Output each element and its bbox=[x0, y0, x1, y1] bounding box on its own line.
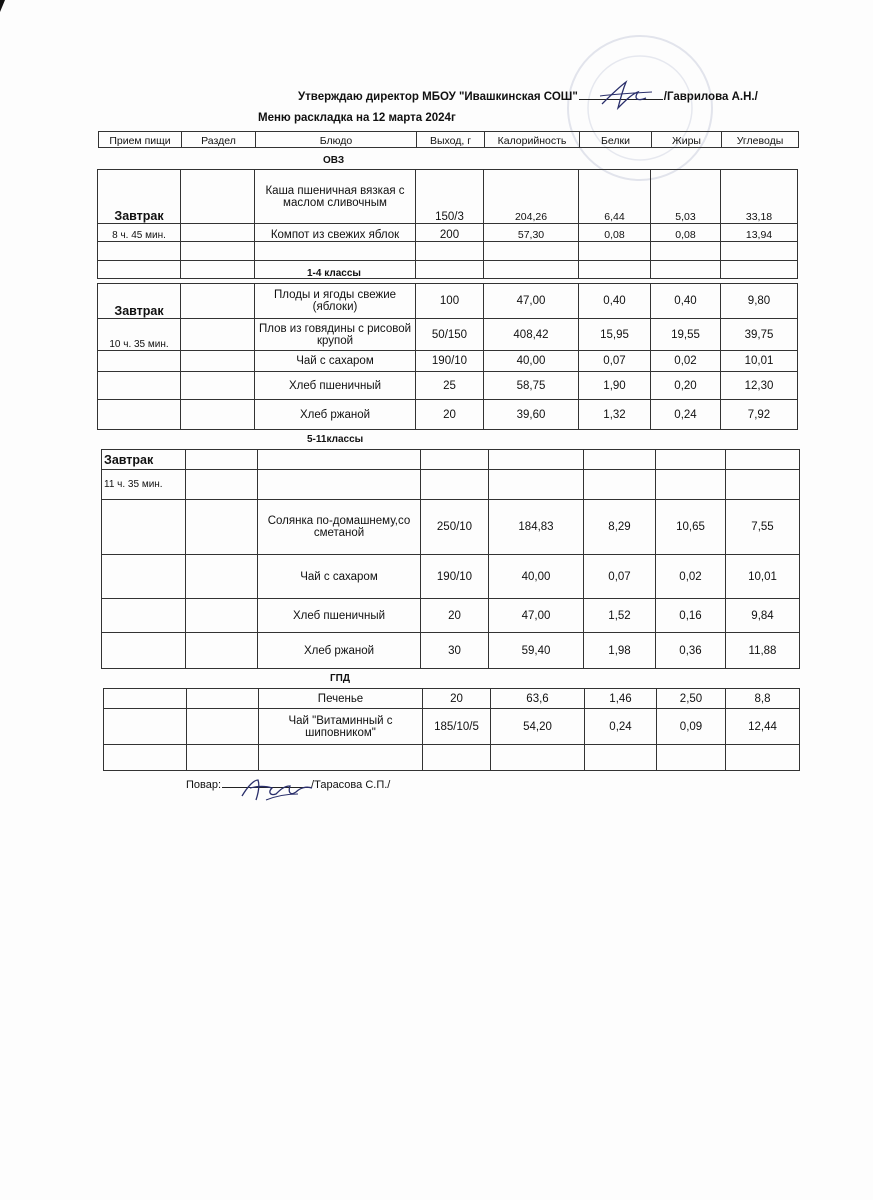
dish-name: Хлеб ржаной bbox=[258, 633, 421, 669]
section-cell bbox=[181, 319, 255, 351]
dish-carbs: 7,55 bbox=[726, 500, 800, 555]
scan-corner-mark bbox=[0, 0, 5, 12]
dish-carbs: 12,30 bbox=[721, 372, 798, 400]
header-calories: Калорийность bbox=[485, 132, 580, 148]
meal-time: 8 ч. 45 мин. bbox=[98, 224, 181, 242]
dish-fat: 5,03 bbox=[651, 170, 721, 224]
dish-protein: 0,07 bbox=[584, 555, 656, 599]
cook-name: /Тарасова С.П./ bbox=[311, 779, 391, 791]
section-title-ovz: ОВЗ bbox=[323, 155, 345, 166]
dish-protein: 1,52 bbox=[584, 599, 656, 633]
header-table bbox=[98, 131, 799, 148]
section-cell bbox=[181, 224, 255, 242]
dish-output: 20 bbox=[416, 400, 484, 430]
dish-name: Чай "Витаминный с шиповником" bbox=[259, 709, 423, 745]
meal-label: Завтрак bbox=[102, 450, 186, 470]
header-output: Выход, г bbox=[417, 132, 485, 148]
dish-name: Печенье bbox=[259, 689, 423, 709]
approval-line bbox=[298, 90, 758, 103]
dish-carbs: 7,92 bbox=[721, 400, 798, 430]
dish-output: 250/10 bbox=[421, 500, 489, 555]
dish-carbs: 33,18 bbox=[721, 170, 798, 224]
dish-fat: 0,09 bbox=[657, 709, 726, 745]
section-cell bbox=[187, 689, 259, 709]
table-row bbox=[104, 689, 800, 709]
dish-name: Каша пшеничная вязкая с маслом сливочным bbox=[255, 170, 416, 224]
dish-output: 25 bbox=[416, 372, 484, 400]
dish-carbs: 12,44 bbox=[726, 709, 800, 745]
dish-output: 200 bbox=[416, 224, 484, 242]
section-title-5-11: 5-11классы bbox=[307, 434, 364, 445]
dish-protein: 6,44 bbox=[579, 170, 651, 224]
dish-fat: 0,02 bbox=[651, 351, 721, 372]
dish-fat: 0,02 bbox=[656, 555, 726, 599]
table-row bbox=[98, 261, 798, 279]
cook-label: Повар: bbox=[186, 779, 222, 791]
section-title-gpd: ГПД bbox=[330, 673, 350, 684]
dish-fat: 10,65 bbox=[656, 500, 726, 555]
dish-protein: 0,24 bbox=[585, 709, 657, 745]
dish-output: 30 bbox=[421, 633, 489, 669]
header-section: Раздел bbox=[182, 132, 256, 148]
dish-output: 100 bbox=[416, 284, 484, 319]
dish-calories: 63,6 bbox=[491, 689, 585, 709]
dish-protein: 1,98 bbox=[584, 633, 656, 669]
dish-fat: 0,16 bbox=[656, 599, 726, 633]
dish-protein: 8,29 bbox=[584, 500, 656, 555]
section-title-1-4: 1-4 классы bbox=[307, 268, 361, 279]
dish-fat: 0,24 bbox=[651, 400, 721, 430]
dish-calories: 184,83 bbox=[489, 500, 584, 555]
section-cell bbox=[187, 709, 259, 745]
dish-protein: 0,07 bbox=[579, 351, 651, 372]
dish-name: Чай с сахаром bbox=[258, 555, 421, 599]
meal-time: 11 ч. 35 мин. bbox=[102, 470, 186, 500]
dish-calories: 59,40 bbox=[489, 633, 584, 669]
table-row bbox=[102, 599, 800, 633]
dish-carbs: 9,80 bbox=[721, 284, 798, 319]
header-protein: Белки bbox=[580, 132, 652, 148]
dish-calories: 204,26 bbox=[484, 170, 579, 224]
dish-output: 50/150 bbox=[416, 319, 484, 351]
section-cell bbox=[186, 500, 258, 555]
table-row bbox=[98, 351, 798, 372]
approval-text: Утверждаю директор МБОУ "Ивашкинская СОШ" bbox=[298, 91, 578, 103]
ovz-table bbox=[97, 169, 798, 279]
table-row bbox=[102, 500, 800, 555]
table-row bbox=[104, 745, 800, 771]
dish-name: Хлеб ржаной bbox=[255, 400, 416, 430]
table-row bbox=[104, 709, 800, 745]
dish-fat: 0,40 bbox=[651, 284, 721, 319]
header-fat: Жиры bbox=[652, 132, 722, 148]
header-carbs: Углеводы bbox=[722, 132, 799, 148]
dish-carbs: 39,75 bbox=[721, 319, 798, 351]
section-cell bbox=[186, 633, 258, 669]
dish-carbs: 11,88 bbox=[726, 633, 800, 669]
dish-name: Чай с сахаром bbox=[255, 351, 416, 372]
cook-signature-icon bbox=[236, 772, 316, 806]
dish-name: Хлеб пшеничный bbox=[255, 372, 416, 400]
dish-name: Компот из свежих яблок bbox=[255, 224, 416, 242]
dish-calories: 39,60 bbox=[484, 400, 579, 430]
dish-calories: 40,00 bbox=[489, 555, 584, 599]
table-row bbox=[98, 284, 798, 319]
dish-output: 185/10/5 bbox=[423, 709, 491, 745]
dish-output: 190/10 bbox=[421, 555, 489, 599]
section-cell bbox=[181, 284, 255, 319]
director-signature-icon bbox=[596, 78, 656, 112]
dish-fat: 0,20 bbox=[651, 372, 721, 400]
dish-output: 20 bbox=[423, 689, 491, 709]
dish-fat: 2,50 bbox=[657, 689, 726, 709]
section-cell bbox=[181, 400, 255, 430]
approval-signer: /Гаврилова А.Н./ bbox=[663, 91, 758, 103]
meal-label: Завтрак bbox=[98, 170, 181, 224]
dish-output: 150/3 bbox=[416, 170, 484, 224]
dish-calories: 47,00 bbox=[484, 284, 579, 319]
dish-carbs: 9,84 bbox=[726, 599, 800, 633]
table-row bbox=[98, 400, 798, 430]
section-cell bbox=[181, 170, 255, 224]
table-row bbox=[102, 633, 800, 669]
table-row bbox=[98, 372, 798, 400]
meal-time: 10 ч. 35 мин. bbox=[98, 319, 181, 351]
dish-carbs: 8,8 bbox=[726, 689, 800, 709]
header-dish: Блюдо bbox=[256, 132, 417, 148]
dish-calories: 408,42 bbox=[484, 319, 579, 351]
table-row bbox=[102, 555, 800, 599]
dish-carbs: 10,01 bbox=[726, 555, 800, 599]
dish-protein: 0,08 bbox=[579, 224, 651, 242]
dish-name: Плов из говядины с рисовой крупой bbox=[255, 319, 416, 351]
dish-calories: 54,20 bbox=[491, 709, 585, 745]
dish-protein: 15,95 bbox=[579, 319, 651, 351]
dish-fat: 0,08 bbox=[651, 224, 721, 242]
dish-name: Солянка по-домашнему,со сметаной bbox=[258, 500, 421, 555]
dish-calories: 40,00 bbox=[484, 351, 579, 372]
table-row bbox=[98, 224, 798, 242]
dish-name: Плоды и ягоды свежие (яблоки) bbox=[255, 284, 416, 319]
dish-fat: 19,55 bbox=[651, 319, 721, 351]
dish-carbs: 10,01 bbox=[721, 351, 798, 372]
meal-label: Завтрак bbox=[98, 284, 181, 319]
grade1-4-table bbox=[97, 283, 798, 430]
dish-carbs: 13,94 bbox=[721, 224, 798, 242]
dish-protein: 1,46 bbox=[585, 689, 657, 709]
dish-protein: 1,90 bbox=[579, 372, 651, 400]
table-row bbox=[98, 319, 798, 351]
section-cell bbox=[186, 599, 258, 633]
dish-output: 20 bbox=[421, 599, 489, 633]
dish-output: 190/10 bbox=[416, 351, 484, 372]
dish-calories: 47,00 bbox=[489, 599, 584, 633]
table-row bbox=[98, 170, 798, 224]
section-cell bbox=[186, 555, 258, 599]
dish-calories: 57,30 bbox=[484, 224, 579, 242]
gpd-table bbox=[103, 688, 800, 771]
table-row bbox=[102, 450, 800, 470]
dish-fat: 0,36 bbox=[656, 633, 726, 669]
dish-name: Хлеб пшеничный bbox=[258, 599, 421, 633]
dish-protein: 0,40 bbox=[579, 284, 651, 319]
table-row bbox=[102, 470, 800, 500]
grade5-11-table bbox=[101, 449, 800, 669]
dish-calories: 58,75 bbox=[484, 372, 579, 400]
section-cell bbox=[181, 351, 255, 372]
table-row bbox=[98, 242, 798, 261]
header-meal: Прием пищи bbox=[99, 132, 182, 148]
menu-title: Меню раскладка на 12 марта 2024г bbox=[258, 112, 456, 124]
section-cell bbox=[181, 372, 255, 400]
dish-protein: 1,32 bbox=[579, 400, 651, 430]
